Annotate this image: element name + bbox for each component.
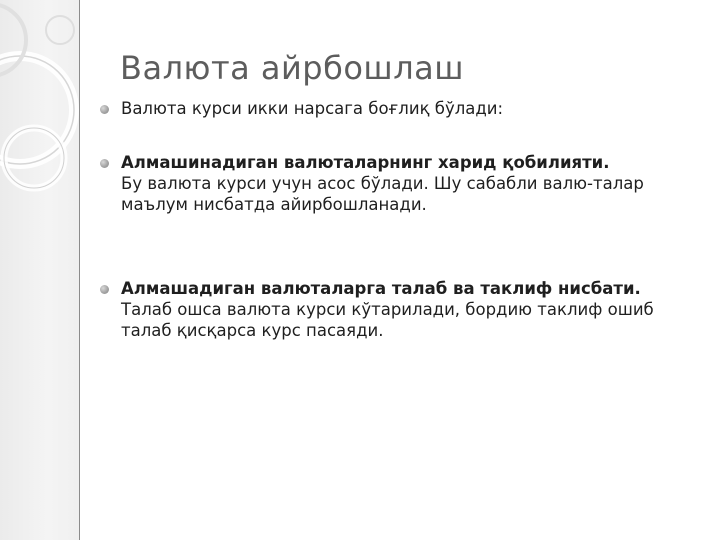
bullet-body: Бу валюта курси учун асос бўлади. Шу сабабли валю-талар маълум нисбатда айирбошланади. (121, 174, 644, 214)
bullet-heading: Алмашадиган валюталарга талаб ва таклиф нисбати. (121, 279, 641, 298)
bullet-body: Талаб ошса валюта курси кўтарилади, бордию таклиф ошиб талаб қисқарса курс пасаяди. (121, 300, 654, 340)
slide-title: Валюта айрбошлаш (120, 49, 465, 87)
bullet-text (121, 98, 700, 119)
bullet-text (121, 278, 700, 341)
bullet-icon (100, 159, 109, 168)
bullet-text (121, 152, 700, 215)
bullet-item-2 (100, 152, 700, 215)
bullet-body: Валюта курси икки нарсага боғлиқ бўлади: (121, 99, 504, 118)
decorative-side-band (0, 0, 80, 540)
bullet-icon (100, 285, 109, 294)
bullet-heading: Алмашинадиган валюталарнинг харид қобилияти. (121, 153, 610, 172)
bullet-icon (100, 105, 109, 114)
bullet-item-3 (100, 278, 700, 341)
bullet-item-1 (100, 98, 700, 119)
decorative-circles-graphic (0, 0, 79, 540)
